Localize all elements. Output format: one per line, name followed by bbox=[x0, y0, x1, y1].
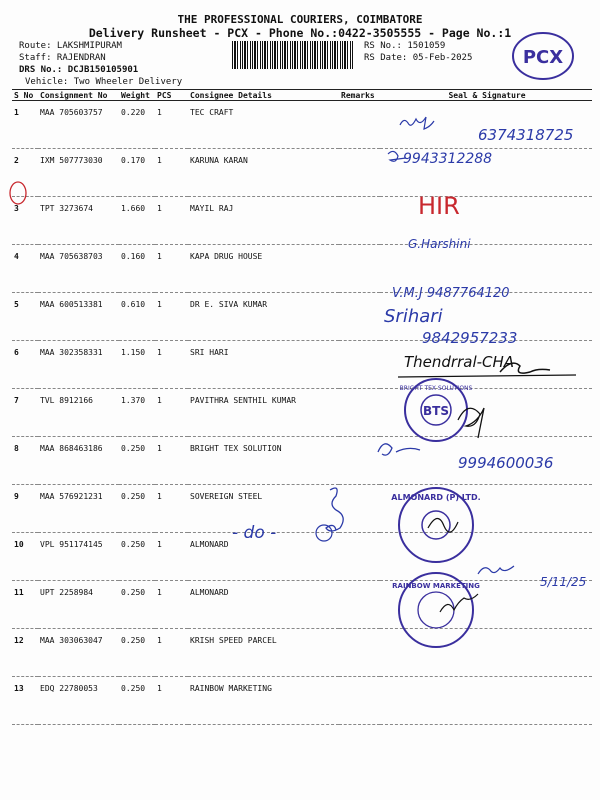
row-weight: 1.660 bbox=[119, 197, 155, 245]
row-consignment: MAA 302358331 bbox=[38, 341, 119, 389]
row-sno: 3 bbox=[12, 197, 38, 245]
table-row bbox=[12, 677, 592, 725]
row-pcs: 1 bbox=[155, 533, 188, 581]
row-consignee: SRI HARI bbox=[188, 341, 339, 389]
row-pcs: 1 bbox=[155, 485, 188, 533]
row-signature bbox=[380, 149, 592, 197]
table-row bbox=[12, 533, 592, 581]
table-row bbox=[12, 485, 592, 533]
bts-seal-center: BTS bbox=[423, 404, 449, 418]
col-header-remarks: Remarks bbox=[339, 90, 380, 101]
pcx-stamp-text: PCX bbox=[522, 47, 564, 68]
row-weight: 0.250 bbox=[119, 629, 155, 677]
row-signature bbox=[380, 341, 592, 389]
row3-signature: HIR bbox=[418, 192, 460, 220]
row-weight: 0.170 bbox=[119, 149, 155, 197]
row-remarks bbox=[339, 341, 380, 389]
row-consignee: RAINBOW MARKETING bbox=[188, 677, 339, 725]
row-consignment: MAA 705603757 bbox=[38, 101, 119, 149]
row-signature bbox=[380, 485, 592, 533]
col-header-pcs: PCS bbox=[155, 90, 188, 101]
row-pcs: 1 bbox=[155, 197, 188, 245]
rs-number: RS No.: 1501059 bbox=[364, 41, 446, 51]
table-row bbox=[12, 293, 592, 341]
row-pcs: 1 bbox=[155, 629, 188, 677]
row-consignee: ALMONARD bbox=[188, 581, 339, 629]
table-row bbox=[12, 197, 592, 245]
row-consignee: BRIGHT TEX SOLUTION bbox=[188, 437, 339, 485]
row-consignment: TVL 8912166 bbox=[38, 389, 119, 437]
col-header-weight: Weight bbox=[119, 90, 155, 101]
rainbow-seal-text: RAINBOW MARKETING bbox=[392, 582, 480, 590]
col-header-signature: Seal & Signature bbox=[380, 90, 592, 101]
row-weight: 0.250 bbox=[119, 581, 155, 629]
row-consignee: TEC CRAFT bbox=[188, 101, 339, 149]
row-consignee: SOVEREIGN STEEL bbox=[188, 485, 339, 533]
table-row bbox=[12, 101, 592, 149]
table-row bbox=[12, 245, 592, 293]
row-weight: 0.160 bbox=[119, 245, 155, 293]
row-remarks bbox=[339, 677, 380, 725]
row-remarks bbox=[339, 581, 380, 629]
row-pcs: 1 bbox=[155, 389, 188, 437]
row7-signature: Thendrral-CHA bbox=[404, 353, 515, 371]
row12-date: 5/11/25 bbox=[540, 575, 587, 589]
row-sno: 2 bbox=[12, 149, 38, 197]
row-pcs: 1 bbox=[155, 437, 188, 485]
row-remarks bbox=[339, 389, 380, 437]
row-consignment: IXM 507773030 bbox=[38, 149, 119, 197]
row11-ditto: - do - bbox=[232, 523, 277, 543]
runsheet-table bbox=[12, 89, 592, 725]
drs-number: DRS No.: DCJB150105901 bbox=[19, 65, 139, 75]
col-header-consignment: Consignment No bbox=[38, 90, 119, 101]
row-sno: 1 bbox=[12, 101, 38, 149]
row-remarks bbox=[339, 485, 380, 533]
row-consignee: KRISH SPEED PARCEL bbox=[188, 629, 339, 677]
row-weight: 0.250 bbox=[119, 485, 155, 533]
row-consignee: KAPA DRUG HOUSE bbox=[188, 245, 339, 293]
row6-signature: Srihari bbox=[384, 306, 443, 327]
row-consignment: EDQ 22780053 bbox=[38, 677, 119, 725]
row-consignment: TPT 3273674 bbox=[38, 197, 119, 245]
row5-signature-phone: V.M.J 9487764120 bbox=[392, 286, 510, 301]
route-label: Route: LAKSHMIPURAM bbox=[19, 41, 122, 51]
row-weight: 1.150 bbox=[119, 341, 155, 389]
row-consignment: UPT 2258984 bbox=[38, 581, 119, 629]
row9-phone: 9994600036 bbox=[458, 454, 554, 472]
row-signature bbox=[380, 101, 592, 149]
row-consignment: MAA 600513381 bbox=[38, 293, 119, 341]
col-header-sno: S No bbox=[12, 90, 38, 101]
row-pcs: 1 bbox=[155, 293, 188, 341]
row4-signature: G.Harshini bbox=[408, 237, 471, 251]
row-pcs: 1 bbox=[155, 101, 188, 149]
row-consignee: PAVITHRA SENTHIL KUMAR bbox=[188, 389, 339, 437]
bts-seal-ring-text: BRIGHT TEX SOLUTIONS bbox=[399, 385, 473, 392]
company-title: THE PROFESSIONAL COURIERS, COIMBATORE bbox=[177, 13, 423, 26]
col-header-consignee: Consignee Details bbox=[188, 90, 339, 101]
staff-label: Staff: RAJENDRAN bbox=[19, 53, 106, 63]
table-row bbox=[12, 341, 592, 389]
row-sno: 12 bbox=[12, 629, 38, 677]
row-sno: 9 bbox=[12, 485, 38, 533]
row-weight: 0.250 bbox=[119, 533, 155, 581]
row-remarks bbox=[339, 197, 380, 245]
row-consignment: MAA 576921231 bbox=[38, 485, 119, 533]
table-row bbox=[12, 389, 592, 437]
row-signature bbox=[380, 677, 592, 725]
row-weight: 0.220 bbox=[119, 101, 155, 149]
row2-phone: 9943312288 bbox=[403, 151, 493, 167]
vehicle-label: Vehicle: Two Wheeler Delivery bbox=[25, 77, 183, 87]
table-row bbox=[12, 581, 592, 629]
row-signature bbox=[380, 245, 592, 293]
row-signature bbox=[380, 437, 592, 485]
row-sno: 7 bbox=[12, 389, 38, 437]
table-header-row bbox=[12, 90, 592, 101]
row-weight: 1.370 bbox=[119, 389, 155, 437]
row-signature bbox=[380, 197, 592, 245]
row-signature bbox=[380, 293, 592, 341]
row-remarks bbox=[339, 293, 380, 341]
row-consignee: ALMONARD bbox=[188, 533, 339, 581]
row-consignee: DR E. SIVA KUMAR bbox=[188, 293, 339, 341]
row-consignee: MAYIL RAJ bbox=[188, 197, 339, 245]
pcx-stamp bbox=[510, 30, 576, 82]
row-remarks bbox=[339, 101, 380, 149]
row-weight: 0.250 bbox=[119, 677, 155, 725]
row-signature bbox=[380, 629, 592, 677]
row-remarks bbox=[339, 533, 380, 581]
row-remarks bbox=[339, 245, 380, 293]
row-pcs: 1 bbox=[155, 677, 188, 725]
runsheet-subtitle: Delivery Runsheet - PCX - Phone No.:0422-3505555 - Page No.:1 bbox=[88, 26, 512, 40]
table-row bbox=[12, 437, 592, 485]
row-consignment: MAA 303063047 bbox=[38, 629, 119, 677]
row-signature bbox=[380, 581, 592, 629]
row-pcs: 1 bbox=[155, 341, 188, 389]
row1-phone: 6374318725 bbox=[478, 126, 574, 144]
row-sno: 6 bbox=[12, 341, 38, 389]
row-remarks bbox=[339, 629, 380, 677]
row-remarks bbox=[339, 149, 380, 197]
row-signature bbox=[380, 533, 592, 581]
row-sno: 13 bbox=[12, 677, 38, 725]
row-sno: 4 bbox=[12, 245, 38, 293]
row-pcs: 1 bbox=[155, 149, 188, 197]
row-weight: 0.250 bbox=[119, 437, 155, 485]
row-signature bbox=[380, 389, 592, 437]
row-remarks bbox=[339, 437, 380, 485]
row-consignee: KARUNA KARAN bbox=[188, 149, 339, 197]
row-sno: 8 bbox=[12, 437, 38, 485]
row-consignment: VPL 951174145 bbox=[38, 533, 119, 581]
row-pcs: 1 bbox=[155, 245, 188, 293]
rs-date: RS Date: 05-Feb-2025 bbox=[364, 53, 473, 63]
almonard-seal-text: ALMONARD (P) LTD. bbox=[391, 493, 481, 502]
table-row bbox=[12, 629, 592, 677]
row-consignment: MAA 868463186 bbox=[38, 437, 119, 485]
row-pcs: 1 bbox=[155, 581, 188, 629]
row-weight: 0.610 bbox=[119, 293, 155, 341]
table-row bbox=[12, 149, 592, 197]
row-sno: 10 bbox=[12, 533, 38, 581]
row-consignment: MAA 705638703 bbox=[38, 245, 119, 293]
row-sno: 5 bbox=[12, 293, 38, 341]
row6-phone: 9842957233 bbox=[422, 329, 518, 347]
row-sno: 11 bbox=[12, 581, 38, 629]
barcode bbox=[232, 41, 354, 69]
